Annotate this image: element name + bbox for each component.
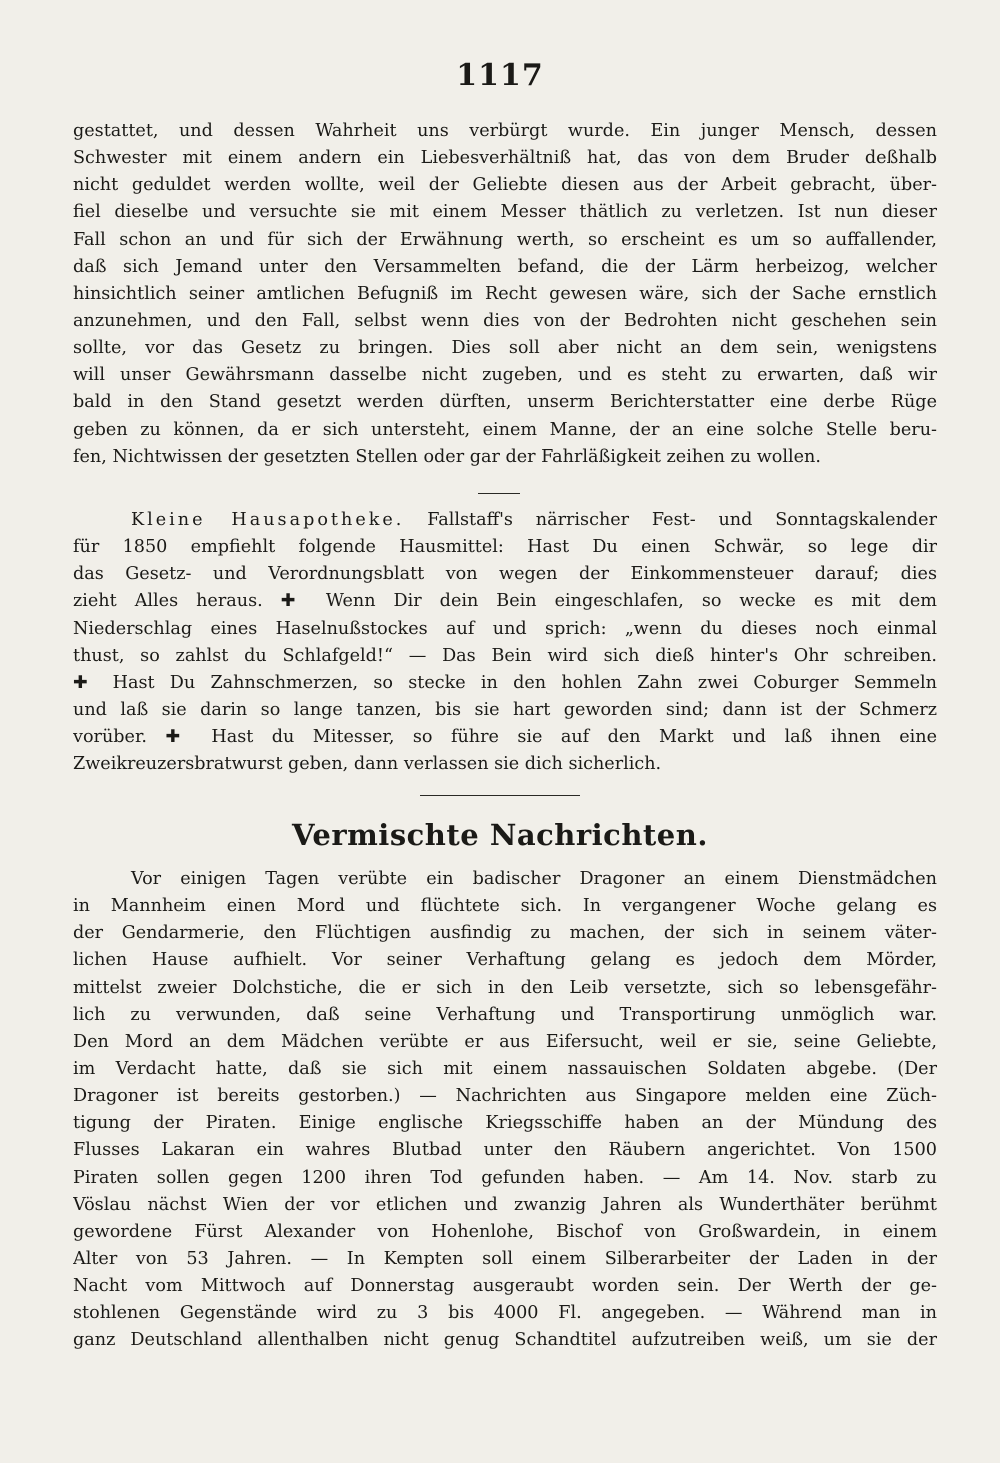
text-line: Nacht vom Mittwoch auf Donnerstag ausgeraubt worden sein. Der Werth der ge- [73, 1276, 937, 1297]
separator-rule-short [478, 493, 520, 494]
text-line: Vor einigen Tagen verübte ein badischer Dragoner an einem Dienstmädchen [131, 869, 937, 889]
text-line: gestattet, und dessen Wahrheit uns verbürgt wurde. Ein junger Mensch, dessen [73, 121, 937, 141]
separator-rule-long [420, 795, 580, 796]
text-line: sollte, vor das Gesetz zu bringen. Dies soll aber nicht an dem sein, wenigstens [73, 338, 937, 359]
text-line: Flusses Lakaran ein wahres Blutbad unter den Räubern angerichtet. Von 1500 [73, 1140, 937, 1161]
text-line: daß sich Jemand unter den Versammelten befand, die der Lärm herbeizog, welcher [73, 256, 937, 277]
text-line: in Mannheim einen Mord und flüchtete sich. In vergangener Woche gelang es [73, 896, 937, 917]
text-line: thust, so zahlst du Schlafgeld!“ — Das Bein wird sich dieß hinter's Ohr schreiben. [73, 645, 937, 666]
text-line: mittelst zweier Dolchstiche, die er sich in den Leib versetzte, sich so lebensgefähr- [73, 977, 937, 998]
text-line: gewordene Fürst Alexander von Hohenlohe, Bischof von Großwardein, in einem [73, 1221, 937, 1242]
text-line: das Gesetz- und Verordnungsblatt von wegen der Einkommensteuer darauf; dies [73, 564, 937, 585]
text-line: fiel dieselbe und versuchte sie mit einem Messer thätlich zu verletzen. Ist nun dieser [73, 202, 937, 223]
text-line: Fall schon an und für sich der Erwähnung werth, so erscheint es um so auffallender, [73, 229, 937, 250]
text-line: Schwester mit einem andern ein Liebesverhältniß hat, das von dem Bruder deßhalb [73, 148, 937, 169]
text-line: Alter von 53 Jahren. — In Kempten soll einem Silberarbeiter der Laden in der [73, 1248, 937, 1269]
text-line: für 1850 empfiehlt folgende Hausmittel: Hast Du einen Schwär, so lege dir [73, 537, 937, 558]
text-line: will unser Gewährsmann dasselbe nicht zugeben, und es steht zu erwarten, daß wir [73, 365, 937, 386]
text-line: zieht Alles heraus. ✚ Wenn Dir dein Bein eingeschlafen, so wecke es mit dem [73, 591, 937, 612]
text-run: Fallstaff's närrischer Fest- und Sonntagskalender [427, 510, 937, 530]
section-title-inline: Kleine Hausapotheke. [131, 510, 405, 530]
article-paragraph-2 [73, 507, 937, 778]
text-line: der Gendarmerie, den Flüchtigen ausfindig zu machen, der sich in seinem väter- [73, 923, 937, 944]
text-line: Dragoner ist bereits gestorben.) — Nachrichten aus Singapore melden eine Züch- [73, 1086, 937, 1107]
text-line: ✚ Hast Du Zahnschmerzen, so stecke in den hohlen Zahn zwei Coburger Semmeln [73, 672, 937, 693]
text-line: stohlenen Gegenstände wird zu 3 bis 4000 Fl. angegeben. — Während man in [73, 1303, 937, 1324]
text-line: anzunehmen, und den Fall, selbst wenn dies von der Bedrohten nicht geschehen sein [73, 310, 937, 331]
text-line: bald in den Stand gesetzt werden dürften, unserm Berichterstatter eine derbe Rüge [73, 392, 937, 413]
text-line: lichen Hause aufhielt. Vor seiner Verhaftung gelang es jedoch dem Mörder, [73, 950, 937, 971]
article-paragraph-1 [73, 118, 937, 471]
text-line: lich zu verwunden, daß seine Verhaftung und Transportirung unmöglich war. [73, 1004, 937, 1025]
text-line: Niederschlag eines Haselnußstockes auf und sprich: „wenn du dieses noch einmal [73, 618, 937, 639]
text-line: vorüber. ✚ Hast du Mitesser, so führe sie auf den Markt und laß ihnen eine [73, 727, 937, 748]
text-line: tigung der Piraten. Einige englische Kriegsschiffe haben an der Mündung des [73, 1113, 937, 1134]
article-paragraph-3 [73, 866, 937, 1355]
text-line: geben zu können, da er sich untersteht, einem Manne, der an eine solche Stelle beru- [73, 419, 937, 440]
text-line: Piraten sollen gegen 1200 ihren Tod gefunden haben. — Am 14. Nov. starb zu [73, 1167, 937, 1188]
text-line: Zweikreuzersbratwurst geben, dann verlassen sie dich sicherlich. [73, 754, 662, 775]
page-number: 1117 [456, 58, 544, 93]
text-line: ganz Deutschland allenthalben nicht genug Schandtitel aufzutreiben weiß, um sie der [73, 1330, 937, 1351]
text-line: fen, Nichtwissen der gesetzten Stellen oder gar der Fahrläßigkeit zeihen zu wollen. [73, 446, 821, 467]
text-line: und laß sie darin so lange tanzen, bis sie hart geworden sind; dann ist der Schmerz [73, 699, 937, 720]
text-line: Vöslau nächst Wien der vor etlichen und zwanzig Jahren als Wunderthäter berühmt [73, 1194, 937, 1215]
section-heading: Vermischte Nachrichten. [292, 818, 708, 852]
text-line: hinsichtlich seiner amtlichen Befugniß im Recht gewesen wäre, sich der Sache ernstlich [73, 283, 937, 304]
text-line: im Verdacht hatte, daß sie sich mit einem nassauischen Soldaten abgebe. (Der [73, 1058, 937, 1079]
text-line: Den Mord an dem Mädchen verübte er aus Eifersucht, weil er sie, seine Geliebte, [73, 1031, 937, 1052]
text-line: nicht geduldet werden wollte, weil der Geliebte diesen aus der Arbeit gebracht, über- [73, 175, 937, 196]
text-line [73, 507, 937, 534]
